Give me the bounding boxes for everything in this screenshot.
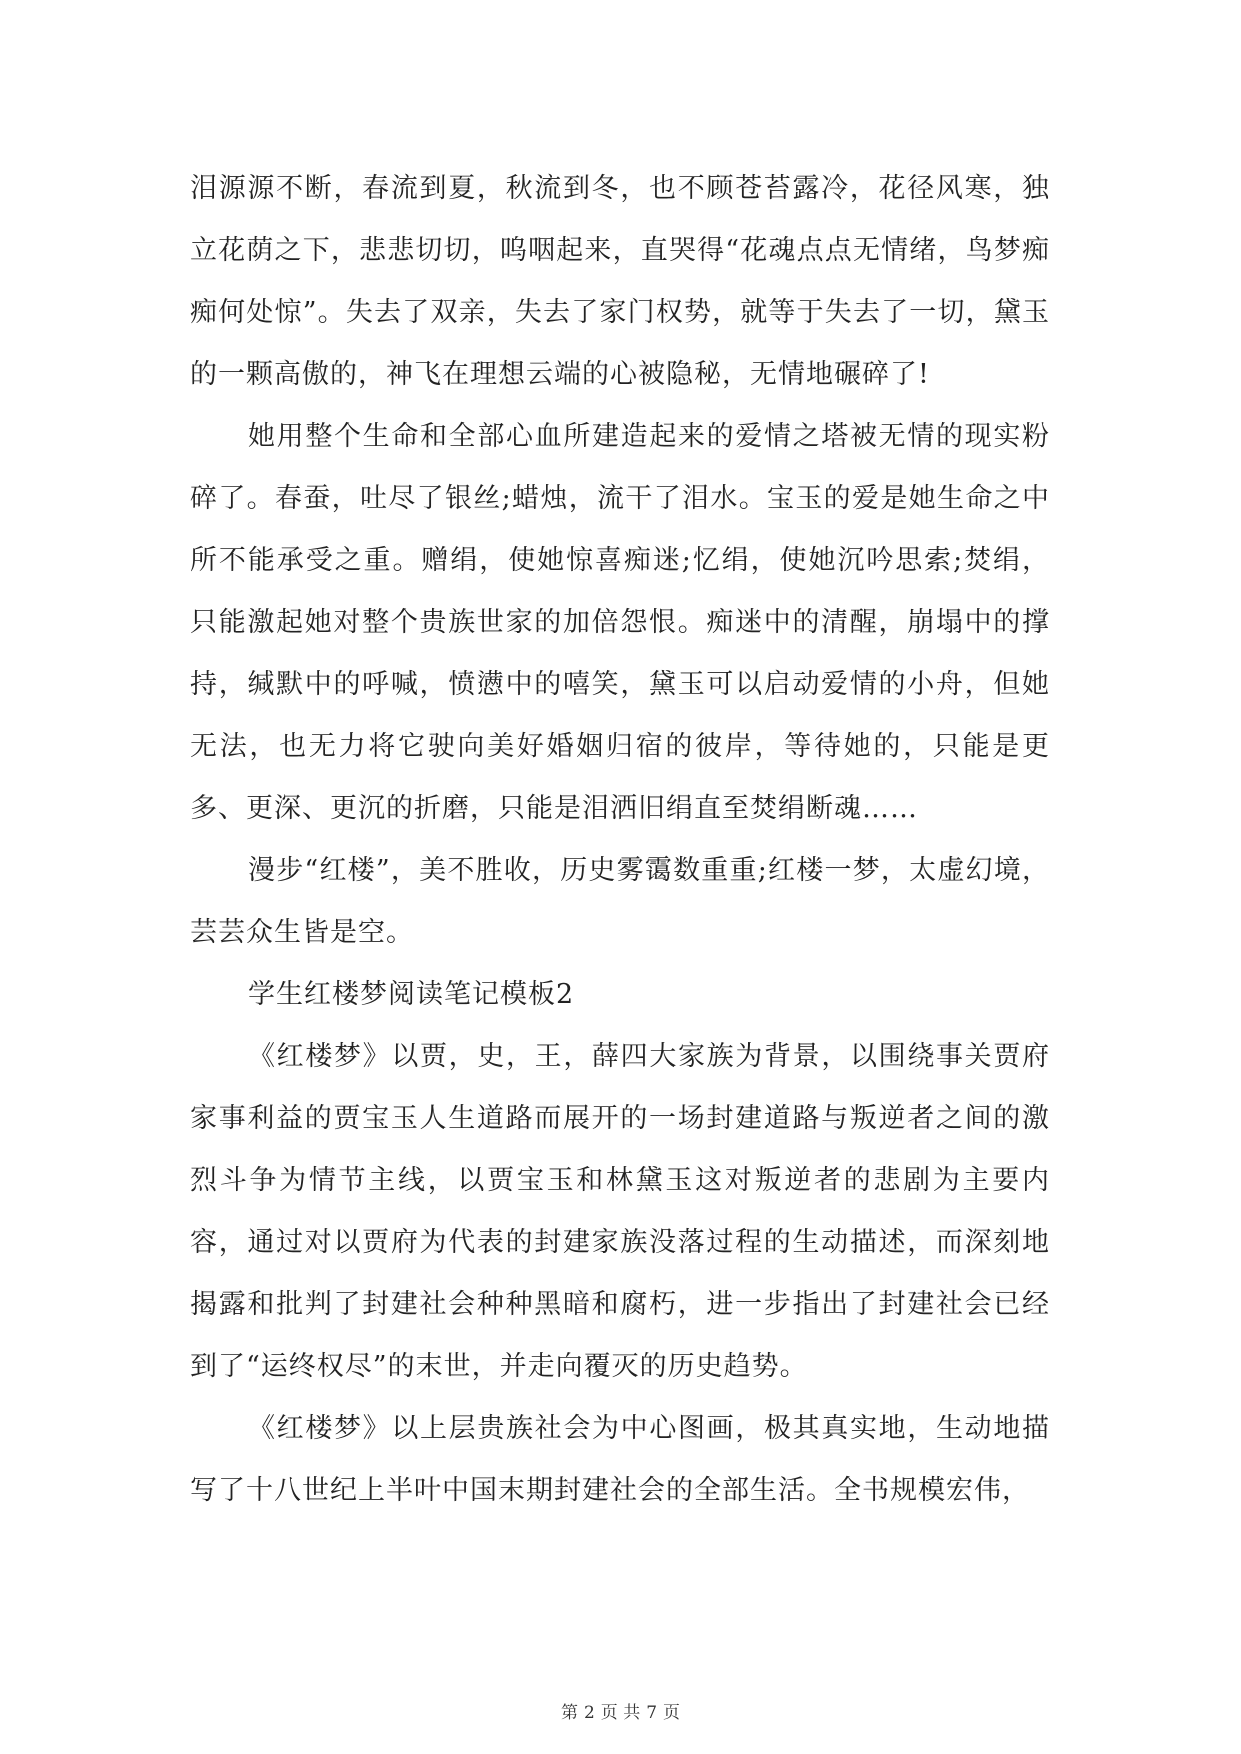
paragraph: 她用整个生命和全部心血所建造起来的爱情之塔被无情的现实粉碎了。春蚕，吐尽了银丝;蜡烛，流干了泪水。宝玉的爱是她生命之中所不能承受之重。赠绢，使她惊喜痴迷;忆绢，使她沉吟思索;焚绢，只能激起她对整个贵族世家的加倍怨恨。痴迷中的清醒，崩塌中的撑持，缄默中的呼喊，愤懑中的嘻笑，黛玉可以启动爱情的小舟，但她无法，也无力将它驶向美好婚姻归宿的彼岸，等待她的，只能是更多、更深、更沉的折磨，只能是泪洒旧绢直至焚绢断魂…… [190,421,1050,824]
footer-middle: 页 共 [600,1703,641,1723]
footer-suffix: 页 [663,1703,681,1723]
footer-total-pages: 7 [646,1703,658,1723]
paragraph: 泪源源不断，春流到夏，秋流到冬，也不顾苍苔露冷，花径风寒，独立花荫之下，悲悲切切，呜咽起来，直哭得“花魂点点无情绪，鸟梦痴痴何处惊”。失去了双亲，失去了家门权势，就等于失去了一切，黛玉的一颗高傲的，神飞在理想云端的心被隐秘，无情地碾碎了! [190,173,1050,390]
document-body [190,158,1050,1522]
paragraph: 漫步“红楼”，美不胜收，历史雾霭数重重;红楼一梦，太虚幻境，芸芸众生皆是空。 [190,855,1050,948]
footer-current-page: 2 [583,1703,595,1723]
footer-prefix: 第 [560,1703,578,1723]
paragraph: 《红楼梦》以贾，史，王，薛四大家族为背景，以围绕事关贾府家事利益的贾宝玉人生道路而展开的一场封建道路与叛逆者之间的激烈斗争为情节主线，以贾宝玉和林黛玉这对叛逆者的悲剧为主要内容，通过对以贾府为代表的封建家族没落过程的生动描述，而深刻地揭露和批判了封建社会种种黑暗和腐朽，进一步指出了封建社会已经到了“运终权尽”的末世，并走向覆灭的历史趋势。 [190,1041,1050,1382]
page-footer [0,1698,1241,1723]
section-heading: 学生红楼梦阅读笔记模板2 [248,979,575,1010]
paragraph: 《红楼梦》以上层贵族社会为中心图画，极其真实地，生动地描写了十八世纪上半叶中国末期封建社会的全部生活。全书规模宏伟， [190,1413,1050,1506]
